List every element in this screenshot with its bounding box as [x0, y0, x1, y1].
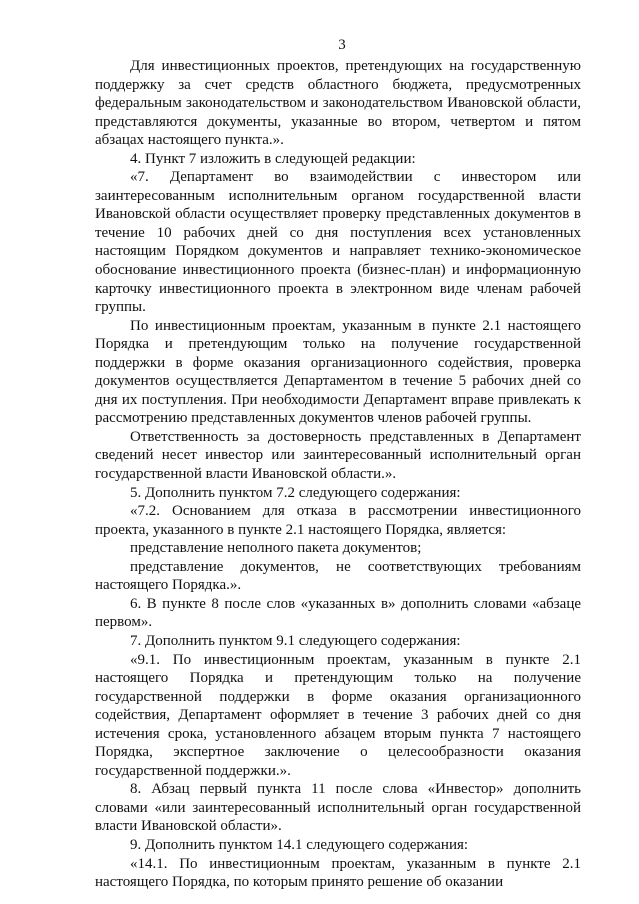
paragraph-13: 8. Абзац первый пункта 11 после слова «Инвестор» дополнить словами «или заинтересованный исполнительный орган государственной власти Ивановской области».	[95, 781, 581, 835]
paragraph-11: 7. Дополнить пунктом 9.1 следующего содержания:	[130, 632, 461, 649]
paragraph-4: По инвестиционным проектам, указанным в пункте 2.1 настоящего Порядка и претендующим только на получение государственной поддержки в форме оказания организационного содействия, проверка документов осуществляется Департаментом в течение 5 рабочих дней со дня их поступления. При необходимости Департамент вправе привлекать к рассмотрению представленных документов членов рабочей группы.	[95, 317, 581, 427]
paragraph-3: «7. Департамент во взаимодействии с инвестором или заинтересованным исполнительным органом государственной власти Ивановской области осуществляет проверку представленных документов в течение 10 рабочих дней со дня поступления всех установленных настоящим Порядком документов и направляет технико-экономическое обоснование инвестиционного проекта (бизнес-план) и информационную карточку инвестиционного проекта в электронном виде членам рабочей группы.	[95, 169, 581, 316]
document-body	[95, 57, 581, 892]
paragraph-1: Для инвестиционных проектов, претендующих на государственную поддержку за счет средств областного бюджета, предусмотренных федеральным законодательством и законодательством Ивановской области, представляются документы, указанные во втором, четвертом и пятом абзацах настоящего пункта.».	[95, 58, 581, 149]
page-number: 3	[338, 37, 346, 53]
paragraph-9: представление документов, не соответствующих требованиям настоящего Порядка.».	[95, 558, 581, 594]
paragraph-6: 5. Дополнить пунктом 7.2 следующего содержания:	[130, 484, 461, 501]
paragraph-14: 9. Дополнить пунктом 14.1 следующего содержания:	[130, 836, 469, 853]
paragraph-12: «9.1. По инвестиционным проектам, указанным в пункте 2.1 настоящего Порядка и претендующим только на получение государственной поддержки в форме оказания организационного содействия, Департамент оформляет в течение 3 рабочих дней со дня истечения срока, установленного абзацем вторым пункта 7 настоящего Порядка, экспертное заключение о целесообразности оказания государственной поддержки.».	[95, 651, 581, 779]
paragraph-7: «7.2. Основанием для отказа в рассмотрении инвестиционного проекта, указанного в пункте 2.1 настоящего Порядка, является:	[95, 503, 581, 538]
paragraph-5: Ответственность за достоверность представленных в Департамент сведений несет инвестор или заинтересованный исполнительный орган государственной власти Ивановской области.».	[95, 428, 581, 483]
paragraph-8: представление неполного пакета документов;	[130, 540, 422, 557]
paragraph-10: 6. В пункте 8 после слов «указанных в» дополнить словами «абзаце первом».	[95, 595, 581, 631]
paragraph-15: «14.1. По инвестиционным проектам, указанным в пункте 2.1 настоящего Порядка, по которым принято решение об оказании	[95, 855, 581, 891]
paragraph-2: 4. Пункт 7 изложить в следующей редакции:	[130, 150, 416, 167]
